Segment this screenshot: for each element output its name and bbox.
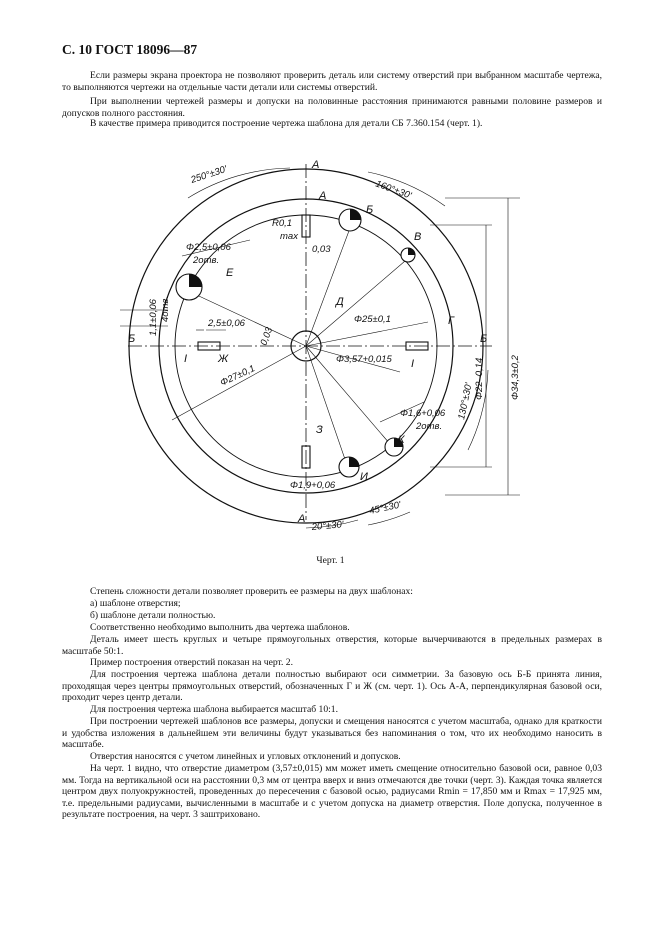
- label-two-holes-a: 2отв.: [193, 255, 220, 266]
- label-a-bottom: А: [298, 513, 306, 525]
- body-paragraph-9: На черт. 1 видно, что отверстие диаметром (3,57±0,015) мм может иметь смещение относительно базовой оси, равное 0,03 мм. Тогда на вертикальной оси на расстоянии 0,3 мм от центра вверх и вниз отмечаются две точки (черт. 3). Каждая точка является центром двух полуокружностей, проведенных до пересечения с базовой осью, радиусами Rmin = 17,850 мм и Rmax = 17,925 мм, т.е. предельными радиусами, вычисленными в масштабе и с учетом допуска на диаметр отверстия. Поле допуска, полученное в результате построения, на черт. 3 заштриховано.: [62, 763, 602, 821]
- dim-250: 250°±30': [189, 163, 229, 186]
- list-item-a: а) шаблоне отверстия;: [90, 598, 181, 609]
- label-one-left: I: [184, 353, 188, 365]
- label-a-top: А: [312, 159, 320, 171]
- dim-phi343: Φ34,3±0,2: [510, 355, 521, 400]
- list-item-b: б) шаблоне детали полностью.: [90, 610, 216, 621]
- intro-paragraph-1: Если размеры экрана проектора не позволяют проверить деталь или систему отверстий при выбранном масштабе чертежа, то выполняются чертежи на отдельные части детали или системы отверстий.: [62, 70, 602, 93]
- dim-phi19: Φ1,9+0,06: [290, 480, 336, 491]
- dim-20: 20°±30': [311, 519, 345, 533]
- intro-paragraph-2: При выполнении чертежей размеры и допуски на половинные расстояния принимаются равными половине размеров и допусков полного расстояния.: [62, 96, 602, 119]
- dim-phi25-006: Φ2,5±0,06: [186, 242, 231, 253]
- label-e: Е: [226, 267, 234, 279]
- dim-r01: R0,1: [272, 218, 293, 229]
- label-z: З: [316, 424, 323, 436]
- body-paragraph-1: Степень сложности детали позволяет проверить ее размеры на двух шаблонах:: [90, 586, 413, 597]
- label-four-holes: 4отв.: [160, 295, 171, 322]
- dim-003-a: 0,03: [312, 244, 331, 255]
- body-paragraph-4: Пример построения отверстий показан на черт. 2.: [90, 657, 293, 668]
- body-paragraph-6: Для построения чертежа шаблона выбирается масштаб 10:1.: [90, 704, 338, 715]
- dim-max: max: [280, 231, 298, 242]
- body-paragraph-2: Соответственно необходимо выполнить два чертежа шаблонов.: [90, 622, 350, 633]
- page-header: С. 10 ГОСТ 18096—87: [62, 42, 198, 57]
- body-paragraph-5: Для построения чертежа шаблона детали полностью выбирают оси симметрии. За базовую ось Б-Б принята линия, проходящая через центры прямоугольных отверстий, обозначенных Г и Ж (см. черт. 1). Ось А-А, перпендикулярная базовой оси, проходит через центр детали.: [62, 669, 602, 704]
- label-two-holes-b: 2отв.: [416, 421, 443, 432]
- dim-phi25-01: Φ25±0,1: [354, 314, 391, 325]
- label-g: Г: [448, 315, 454, 327]
- dim-160: 160°±30': [373, 178, 413, 202]
- dim-130: 130°±30': [456, 381, 475, 421]
- dim-phi22: Φ22–0,14: [474, 357, 485, 400]
- label-k: К: [398, 434, 405, 446]
- dim-25: 2,5±0,06: [208, 318, 245, 329]
- intro-paragraph-3: В качестве примера приводится построение чертежа шаблона для детали СБ 7.360.154 (черт. 1).: [90, 118, 483, 129]
- label-b-right: Б: [480, 333, 488, 345]
- dim-phi357: Φ3,57+0,015: [336, 354, 392, 365]
- label-one-right: I: [411, 358, 415, 370]
- dim-phi27: Φ27±0,1: [218, 363, 257, 389]
- dim-phi16: Φ1,6+0,06: [400, 408, 446, 419]
- body-paragraph-3: Деталь имеет шесть круглых и четыре прямоугольных отверстия, которые вычерчиваются в предельных размерах в масштабе 50:1.: [62, 634, 602, 657]
- label-b-small: Б: [366, 204, 374, 216]
- dim-11: 1,1±0,06: [148, 299, 159, 336]
- body-paragraph-8: Отверстия наносятся с учетом линейных и угловых отклонений и допусков.: [90, 751, 401, 762]
- body-paragraph-7: При построении чертежей шаблонов все размеры, допуски и смещения наносятся с учетом масштаба, однако для краткости и удобства изложения в дальнейшем эти величины будут указываться без напоминания о том, что их необходимо наносить в масштабе.: [62, 716, 602, 751]
- label-d: Д: [336, 296, 344, 308]
- label-zh: Ж: [218, 353, 229, 365]
- label-b-left: Б: [128, 333, 136, 345]
- dim-003-b: 0,03: [258, 325, 276, 348]
- label-a-small: А: [319, 190, 327, 202]
- drawing-figure-1: [100, 150, 580, 540]
- dim-45: 45°±30': [368, 499, 402, 517]
- figure-caption: Черт. 1: [316, 555, 345, 566]
- label-i: И: [360, 471, 368, 483]
- label-v-small: В: [414, 231, 422, 243]
